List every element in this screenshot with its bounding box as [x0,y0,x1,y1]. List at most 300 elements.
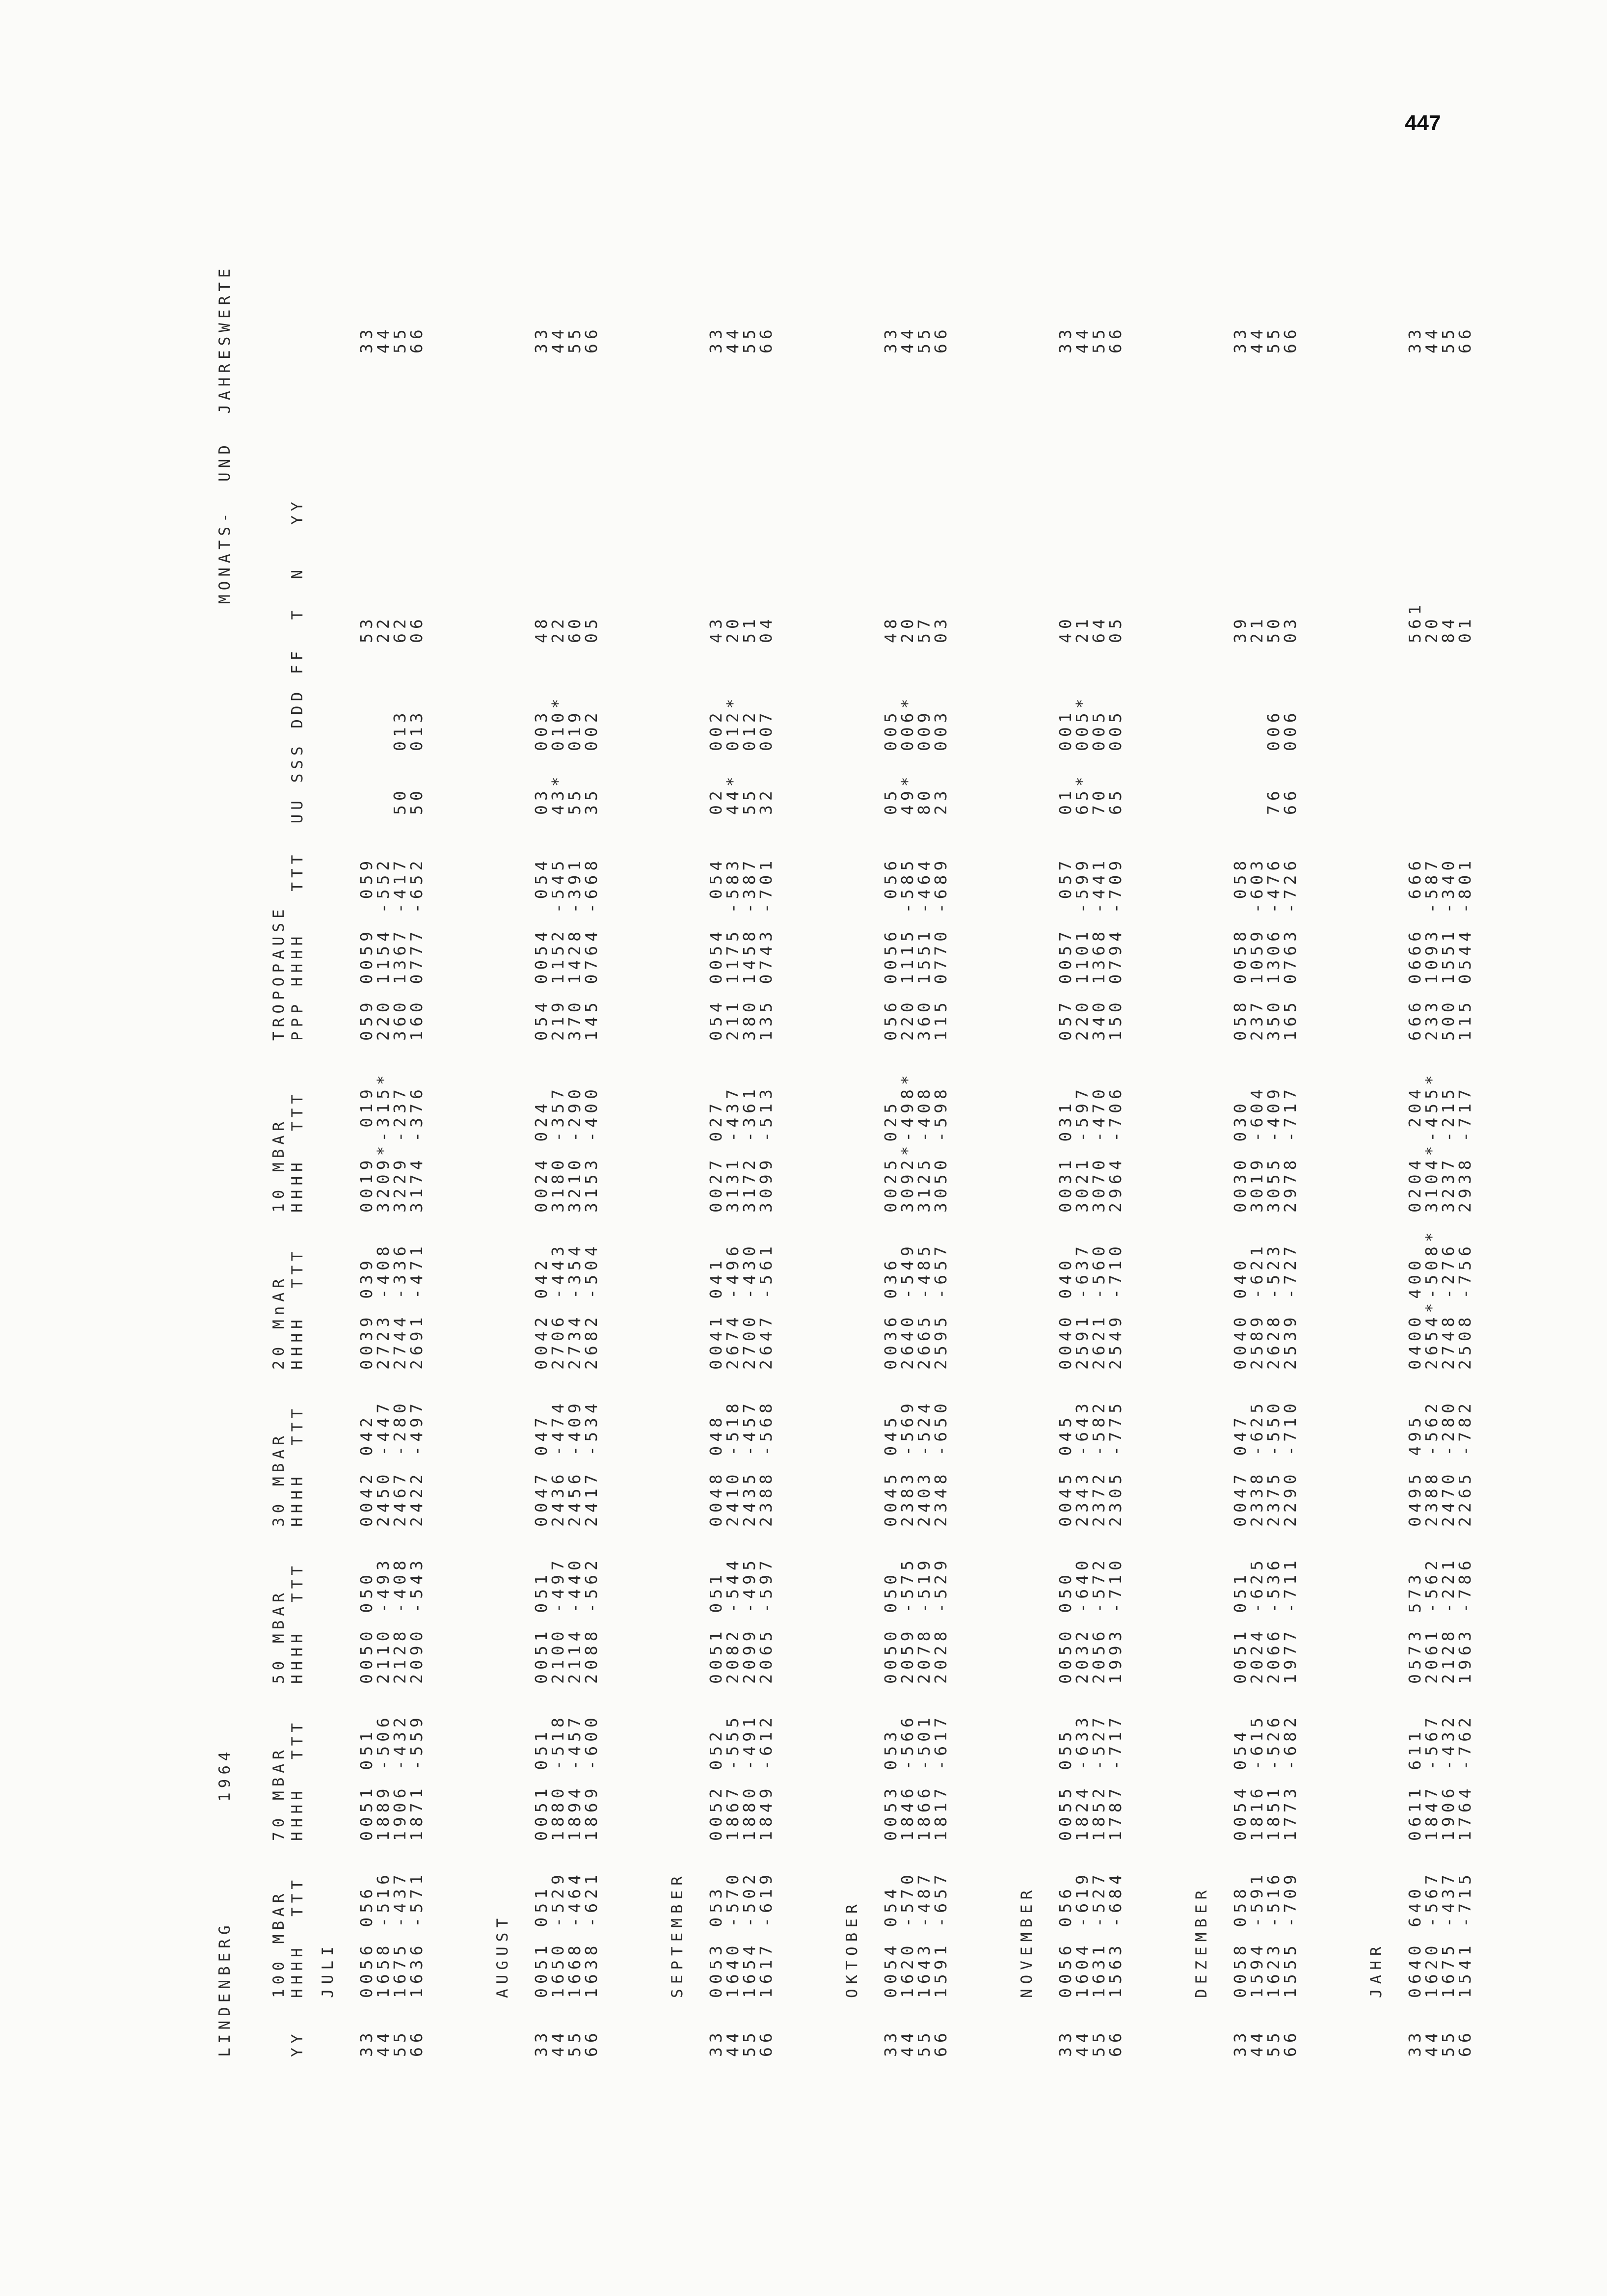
table-cell: 0036 036 [881,1256,900,1370]
table-cell: 55 [1089,325,1108,353]
table-cell: 49* [898,772,917,815]
table-cell: 003 [931,708,950,751]
table-cell: 44 [1247,325,1266,353]
table-cell: 3070 -470 [1089,1085,1108,1213]
table-cell: 2456 -409 [565,1399,584,1527]
table-cell: 2549 -710 [1106,1242,1125,1370]
table-cell: 66 [1455,2028,1474,2057]
table-cell: 33 [881,325,900,353]
table-cell: 02 [706,786,725,815]
table-cell: 0045 045 [881,1413,900,1527]
table-cell: 012* [723,694,742,751]
table-cell: 0056 056 [357,1885,376,1998]
table-cell: 2417 -534 [582,1399,601,1527]
table-cell: 21 [1247,615,1266,643]
table-cell: 0495 495 [1405,1413,1424,1527]
table-cell: 561 [1405,600,1424,643]
table-cell: 115 0544 -801 [1455,856,1474,1041]
month-label: DEZEMBER [1193,1885,1210,1998]
table-cell: 66 [1455,325,1474,353]
table-cell: 05 [881,786,900,815]
column-header-p100-line2: HHHH TTT [289,1876,306,1998]
table-cell: 2388 -568 [756,1399,776,1527]
table-cell: 33 [1405,2028,1424,2057]
table-cell: 57 [914,615,934,643]
table-cell: 2128 -408 [390,1556,409,1684]
table-cell: 001 [1056,708,1075,751]
table-cell: 66 [1281,786,1300,815]
table-title: MONATS- UND JAHRESWERTE [216,264,234,604]
table-cell: 013 [390,708,409,751]
table-cell: 0019 019 [357,1085,376,1213]
table-cell: 2647 -561 [756,1242,776,1370]
table-cell: 0030 030 [1231,1099,1250,1213]
table-cell: 2128 -221 [1439,1556,1458,1684]
column-header-trop-line2: PPP HHHH TTT UU SSS DDD FF T N YY [289,497,306,1041]
table-cell: 2028 -529 [931,1556,950,1684]
table-cell: 005 [1089,708,1108,751]
table-cell: 007 [756,708,776,751]
table-cell: 3092*-498* [898,1071,917,1213]
table-cell: 3180 -357 [548,1085,567,1213]
table-cell: 1563 -684 [1106,1870,1125,1998]
table-cell: 0050 050 [881,1570,900,1684]
table-cell: 2654*-508* [1422,1228,1441,1370]
table-cell: 0051 051 [706,1570,725,1684]
table-cell: 48 [881,615,900,643]
table-cell: 33 [881,2028,900,2057]
table-cell: 219 1152 -545 [548,856,567,1041]
table-cell: 05 [582,615,601,643]
table-cell: 2383 -569 [898,1399,917,1527]
table-cell: 2090 -543 [407,1556,426,1684]
table-cell: 33 [357,2028,376,2057]
table-cell: 2078 -519 [914,1556,934,1684]
table-cell: 0611 611 [1405,1728,1424,1841]
table-cell: 1650 -529 [548,1870,567,1998]
table-cell: 3237 -215 [1439,1085,1458,1213]
table-cell: 2343 -643 [1072,1399,1092,1527]
table-cell: 0204 204 [1405,1085,1424,1213]
table-cell: 0025 025 [881,1099,900,1213]
table-cell: 3104*-455* [1422,1071,1441,1213]
table-cell: 44 [548,2028,567,2057]
table-cell: 1643 -487 [914,1870,934,1998]
table-cell: 22 [374,615,393,643]
table-cell: 33 [1056,2028,1075,2057]
table-cell: 005 [1106,708,1125,751]
table-cell: 165 0763 -726 [1281,856,1300,1041]
table-cell: 1817 -617 [931,1713,950,1841]
table-cell: 006* [898,694,917,751]
table-cell: 1541 -715 [1455,1870,1474,1998]
table-cell: 0041 041 [706,1256,725,1370]
table-cell: 2114 -440 [565,1556,584,1684]
table-cell: 66 [1106,325,1125,353]
column-header-p70-line1: 70 MBAR [270,1746,288,1841]
table-cell: 211 1175 -583 [723,856,742,1041]
table-cell: 0047 047 [1231,1413,1250,1527]
table-cell: 66 [1281,2028,1300,2057]
table-cell: 84 [1439,615,1458,643]
table-cell: 65 [1106,786,1125,815]
table-cell: 44 [1072,325,1092,353]
table-cell: 3131 -437 [723,1085,742,1213]
table-cell: 2099 -495 [740,1556,759,1684]
column-header-p50-line2: HHHH TTT [289,1562,306,1684]
table-cell: 44 [374,2028,393,2057]
table-cell: 0573 573 [1405,1570,1424,1684]
table-cell: 1764 -762 [1455,1713,1474,1841]
table-cell: 2065 -597 [756,1556,776,1684]
table-cell: 1963 -786 [1455,1556,1474,1684]
table-cell: 01 [1455,615,1474,643]
table-cell: 1675 -437 [1439,1870,1458,1998]
table-cell: 2595 -657 [931,1242,950,1370]
table-cell: 2061 -562 [1422,1556,1441,1684]
table-cell: 350 1306 -476 [1264,856,1283,1041]
table-cell: 23 [931,786,950,815]
table-cell: 666 0666 666 [1405,856,1424,1041]
table-cell: 2375 -550 [1264,1399,1283,1527]
table-cell: 80 [914,786,934,815]
table-cell: 2024 -625 [1247,1556,1266,1684]
table-cell: 0054 054 [881,1885,900,1998]
table-cell: 1631 -527 [1089,1870,1108,1998]
month-label: JAHR [1367,1942,1385,1998]
table-cell: 2059 -575 [898,1556,917,1684]
table-cell: 1866 -501 [914,1713,934,1841]
table-cell: 1889 -506 [374,1713,393,1841]
table-cell: 66 [756,325,776,353]
table-cell: 1773 -682 [1281,1713,1300,1841]
table-cell: 44* [723,772,742,815]
table-cell: 0051 051 [357,1728,376,1841]
table-cell: 66 [931,325,950,353]
table-cell: 1620 -567 [1422,1870,1441,1998]
table-cell: 0640 640 [1405,1885,1424,1998]
table-cell: 66 [1106,2028,1125,2057]
table-cell: 0055 055 [1056,1728,1075,1841]
table-cell: 0040 040 [1056,1256,1075,1370]
table-cell: 1654 -502 [740,1870,759,1998]
table-cell: 006 [1281,708,1300,751]
table-cell: 002 [706,708,725,751]
table-cell: 2467 -280 [390,1399,409,1527]
table-cell: 33 [706,2028,725,2057]
table-cell: 220 1115 -585 [898,856,917,1041]
table-cell: 40 [1056,615,1075,643]
table-cell: 2422 -497 [407,1399,426,1527]
table-cell: 2691 -471 [407,1242,426,1370]
table-cell: 2734 -354 [565,1242,584,1370]
table-cell: 05 [1106,615,1125,643]
table-cell: 006 [1264,708,1283,751]
table-cell: 1977 -711 [1281,1556,1300,1684]
table-cell: 005* [1072,694,1092,751]
table-cell: 22 [548,615,567,643]
table-cell: 1867 -555 [723,1713,742,1841]
table-cell: 2100 -497 [548,1556,567,1684]
table-cell: 2706 -443 [548,1242,567,1370]
table-cell: 0024 024 [532,1099,551,1213]
table-cell: 44 [1422,325,1441,353]
table-cell: 03 [1281,615,1300,643]
table-cell: 2110 -493 [374,1556,393,1684]
table-cell: 32 [756,786,776,815]
table-cell: 115 0770 -689 [931,856,950,1041]
table-cell: 2088 -562 [582,1556,601,1684]
table-cell: 0039 039 [357,1256,376,1370]
table-cell: 55 [914,2028,934,2057]
table-cell: 21 [1072,615,1092,643]
table-cell: 2436 -474 [548,1399,567,1527]
table-cell: 66 [582,2028,601,2057]
column-header-p20-line2: HHHH TTT [289,1247,306,1370]
table-cell: 1787 -717 [1106,1713,1125,1841]
month-label: NOVEMBER [1018,1885,1036,1998]
table-cell: 3099 -513 [756,1085,776,1213]
table-cell: 64 [1089,615,1108,643]
table-cell: 43 [706,615,725,643]
table-cell: 33 [1231,325,1250,353]
table-cell: 44 [1247,2028,1266,2057]
table-cell: 2338 -625 [1247,1399,1266,1527]
table-cell: 1675 -437 [390,1870,409,1998]
table-cell: 53 [357,615,376,643]
table-cell: 0042 042 [532,1256,551,1370]
table-cell: 51 [740,615,759,643]
table-cell: 340 1368 -441 [1089,856,1108,1041]
table-cell: 1816 -615 [1247,1713,1266,1841]
table-cell: 3055 -409 [1264,1085,1283,1213]
table-cell: 50 [1264,615,1283,643]
table-cell: 1623 -516 [1264,1870,1283,1998]
table-cell: 058 0058 058 [1231,856,1250,1041]
table-cell: 2403 -524 [914,1399,934,1527]
table-cell: 3125 -408 [914,1085,934,1213]
table-cell: 500 1551 -340 [1439,856,1458,1041]
table-cell: 33 [1405,325,1424,353]
table-cell: 66 [1281,325,1300,353]
month-label: JULI [319,1942,337,1998]
table-cell: 2032 -640 [1072,1556,1092,1684]
table-cell: 1906 -432 [390,1713,409,1841]
table-cell: 66 [931,2028,950,2057]
table-cell: 1852 -527 [1089,1713,1108,1841]
table-cell: 360 1367 -417 [390,856,409,1041]
table-cell: 1824 -633 [1072,1713,1092,1841]
table-cell: 0051 051 [532,1885,551,1998]
table-cell: 55 [1439,325,1458,353]
month-label: SEPTEMBER [669,1871,686,1998]
table-cell: 20 [723,615,742,643]
table-cell: 220 1154 -552 [374,856,393,1041]
table-cell: 009 [914,708,934,751]
table-cell: 2372 -582 [1089,1399,1108,1527]
table-cell: 160 0777 -652 [407,856,426,1041]
table-cell: 2290 -710 [1281,1399,1300,1527]
table-cell: 0051 051 [532,1570,551,1684]
table-cell: 55 [740,786,759,815]
table-cell: 1894 -457 [565,1713,584,1841]
table-cell: 057 0057 057 [1056,856,1075,1041]
table-cell: 150 0794 -709 [1106,856,1125,1041]
table-cell: 3209*-315* [374,1071,393,1213]
table-cell: 019 [565,708,584,751]
column-header-p100-line1: 100 MBAR [270,1889,288,1998]
table-cell: 55 [740,325,759,353]
table-cell: 48 [532,615,551,643]
table-cell: 0047 047 [532,1413,551,1527]
table-cell: 1851 -526 [1264,1713,1283,1841]
table-cell: 1849 -612 [756,1713,776,1841]
table-cell: 65* [1072,772,1092,815]
table-cell: 1594 -591 [1247,1870,1266,1998]
table-cell: 2388 -562 [1422,1399,1441,1527]
table-year: 1964 [216,1747,234,1802]
table-cell: 013 [407,708,426,751]
table-cell: 145 0764 -668 [582,856,601,1041]
table-cell: 010* [548,694,567,751]
table-cell: 2682 -504 [582,1242,601,1370]
table-cell: 1906 -432 [1439,1713,1458,1841]
table-cell: 55 [1089,2028,1108,2057]
table-cell: 66 [407,325,426,353]
column-header-p30-line1: 30 MBAR [270,1432,288,1527]
column-header-p10-line2: HHHH TTT [289,1090,306,1213]
table-cell: 0400 400 [1405,1256,1424,1370]
table-cell: 1640 -570 [723,1870,742,1998]
table-cell: 44 [898,2028,917,2057]
table-cell: 01 [1056,786,1075,815]
table-cell: 3021 -597 [1072,1085,1092,1213]
table-cell: 0051 051 [1231,1570,1250,1684]
table-cell: 2082 -544 [723,1556,742,1684]
table-cell: 1846 -566 [898,1713,917,1841]
table-cell: 3050 -598 [931,1085,950,1213]
table-cell: 66 [582,325,601,353]
table-cell: 059 0059 059 [357,856,376,1041]
table-cell: 2744 -336 [390,1242,409,1370]
table-cell: 2066 -536 [1264,1556,1283,1684]
table-cell: 005 [881,708,900,751]
table-cell: 380 1458 -387 [740,856,759,1041]
table-cell: 50 [390,786,409,815]
table-cell: 1993 -710 [1106,1556,1125,1684]
table-cell: 1880 -518 [548,1713,567,1841]
table-cell: 2056 -572 [1089,1556,1108,1684]
table-cell: 44 [723,325,742,353]
table-cell: 55 [565,325,584,353]
table-cell: 55 [565,786,584,815]
table-cell: 2978 -717 [1281,1085,1300,1213]
table-cell: 03 [931,615,950,643]
table-cell: 0054 054 [1231,1728,1250,1841]
table-cell: 1880 -491 [740,1713,759,1841]
month-label: AUGUST [494,1914,511,1998]
table-cell: 55 [740,2028,759,2057]
table-cell: 60 [565,615,584,643]
table-cell: 2508 -756 [1455,1242,1474,1370]
table-cell: 66 [756,2028,776,2057]
table-cell: 44 [898,325,917,353]
table-cell: 39 [1231,615,1250,643]
table-cell: 33 [532,325,551,353]
table-cell: 55 [1439,2028,1458,2057]
table-cell: 55 [914,325,934,353]
table-cell: 3172 -361 [740,1085,759,1213]
table-cell: 0050 050 [357,1570,376,1684]
table-cell: 1617 -619 [756,1870,776,1998]
table-cell: 0058 058 [1231,1885,1250,1998]
table-cell: 0040 040 [1231,1256,1250,1370]
table-cell: 55 [390,325,409,353]
table-cell: 2305 -775 [1106,1399,1125,1527]
table-cell: 3019 -604 [1247,1085,1266,1213]
table-cell: 76 [1264,786,1283,815]
table-cell: 33 [1056,325,1075,353]
table-cell: 003 [532,708,551,751]
table-cell: 0027 027 [706,1099,725,1213]
table-cell: 3174 -376 [407,1085,426,1213]
table-cell: 2591 -637 [1072,1242,1092,1370]
table-cell: 1604 -619 [1072,1870,1092,1998]
column-header-p20-line1: 20 MnAR [270,1274,288,1370]
table-cell: 66 [407,2028,426,2057]
table-cell: 2640 -549 [898,1242,917,1370]
table-cell: 1620 -570 [898,1870,917,1998]
table-cell: 2621 -560 [1089,1242,1108,1370]
table-cell: 054 0054 054 [532,856,551,1041]
table-cell: 135 0743 -701 [756,856,776,1041]
table-cell: 0048 048 [706,1413,725,1527]
table-cell: 0031 031 [1056,1099,1075,1213]
table-cell: 2938 -717 [1455,1085,1474,1213]
table-cell: 1591 -657 [931,1870,950,1998]
station-name: LINDENBERG [216,1921,234,2057]
table-cell: 3229 -237 [390,1085,409,1213]
table-cell: 44 [1422,2028,1441,2057]
table-cell: 2748 -276 [1439,1242,1458,1370]
table-cell: 35 [582,786,601,815]
table-cell: 1847 -567 [1422,1713,1441,1841]
column-header-p50-line1: 50 MBAR [270,1589,288,1684]
table-cell: 44 [1072,2028,1092,2057]
table-cell: 0042 042 [357,1413,376,1527]
table-cell: 0053 053 [706,1885,725,1998]
table-cell: 1636 -571 [407,1870,426,1998]
table-cell: 2450 -447 [374,1399,393,1527]
table-cell: 2470 -280 [1439,1399,1458,1527]
table-cell: 2589 -621 [1247,1242,1266,1370]
table-cell: 44 [548,325,567,353]
table-cell: 3153 -400 [582,1085,601,1213]
table-cell: 06 [407,615,426,643]
table-cell: 056 0056 056 [881,856,900,1041]
table-cell: 0045 045 [1056,1413,1075,1527]
table-cell: 44 [374,325,393,353]
column-header-p30-line2: HHHH TTT [289,1405,306,1527]
table-cell: 50 [407,786,426,815]
table-cell: 220 1101 -599 [1072,856,1092,1041]
table-cell: 1555 -709 [1281,1870,1300,1998]
table-cell: 55 [1264,325,1283,353]
table-cell: 2700 -430 [740,1242,759,1370]
table-cell: 43* [548,772,567,815]
table-cell: 2265 -782 [1455,1399,1474,1527]
month-label: OKTOBER [843,1899,861,1998]
